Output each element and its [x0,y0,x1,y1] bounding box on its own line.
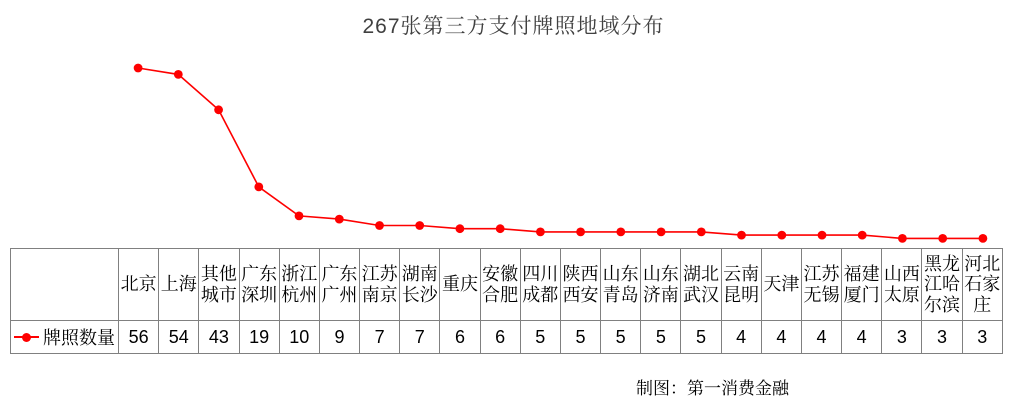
category-header-cell: 陕西西安 [560,249,600,321]
category-header-cell: 浙江杭州 [279,249,319,321]
category-header-cell: 广东广州 [319,249,359,321]
data-point-marker [335,215,344,224]
data-point-marker [536,228,545,237]
category-header-cell: 安徽合肥 [480,249,520,321]
category-header-cell: 北京 [119,249,159,321]
data-point-marker [657,228,666,237]
value-cell: 43 [199,321,239,354]
category-header-cell: 山东济南 [641,249,681,321]
value-cell: 5 [641,321,681,354]
value-cell: 56 [119,321,159,354]
value-cell: 4 [761,321,801,354]
value-cell: 7 [360,321,400,354]
data-point-marker [777,231,786,240]
corner-cell [11,249,119,321]
category-header-cell: 山东青岛 [601,249,641,321]
category-header-cell: 江苏南京 [360,249,400,321]
category-header-cell: 重庆 [440,249,480,321]
value-cell: 5 [520,321,560,354]
value-cell: 3 [922,321,962,354]
data-point-marker [858,231,867,240]
category-header-cell: 其他城市 [199,249,239,321]
value-cell: 10 [279,321,319,354]
data-point-marker [134,64,143,73]
category-header-cell: 上海 [159,249,199,321]
value-cell: 4 [842,321,882,354]
data-point-marker [415,221,424,230]
data-point-marker [496,224,505,233]
category-header-cell: 江苏无锡 [801,249,841,321]
data-point-marker [938,234,947,243]
value-cell: 5 [601,321,641,354]
category-header-cell: 四川成都 [520,249,560,321]
data-table [10,248,1003,354]
legend-cell [11,321,119,354]
value-cell: 5 [681,321,721,354]
data-point-marker [456,224,465,233]
data-point-marker [576,228,585,237]
line-series [138,68,983,238]
value-cell: 54 [159,321,199,354]
data-point-marker [898,234,907,243]
value-cell: 3 [882,321,922,354]
data-point-marker [214,105,223,114]
category-header-cell: 湖北武汉 [681,249,721,321]
data-point-marker [697,228,706,237]
value-cell: 7 [400,321,440,354]
value-cell: 4 [721,321,761,354]
data-point-marker [375,221,384,230]
data-point-marker [295,212,304,221]
category-header-cell: 湖南长沙 [400,249,440,321]
caption: 制图：第一消费金融 [636,379,789,398]
category-header-cell: 山西太原 [882,249,922,321]
category-header-cell: 河北石家庄 [962,249,1002,321]
legend-label: 牌照数量 [43,328,115,348]
legend-line-marker-icon [14,333,39,342]
data-point-marker [174,70,183,79]
data-point-marker [737,231,746,240]
category-header-cell: 云南昆明 [721,249,761,321]
value-cell: 9 [319,321,359,354]
data-point-marker [616,228,625,237]
chart-title: 267张第三方支付牌照地域分布 [362,15,665,38]
value-cell: 3 [962,321,1002,354]
table-header-row [11,249,1003,321]
data-point-marker [818,231,827,240]
category-header-cell: 天津 [761,249,801,321]
table-value-row [11,321,1003,354]
category-header-cell: 福建厦门 [842,249,882,321]
value-cell: 19 [239,321,279,354]
value-cell: 5 [560,321,600,354]
value-cell: 6 [440,321,480,354]
value-cell: 4 [801,321,841,354]
category-header-cell: 广东深圳 [239,249,279,321]
data-point-marker [979,234,988,243]
category-header-cell: 黑龙江哈尔滨 [922,249,962,321]
value-cell: 6 [480,321,520,354]
data-point-marker [254,183,263,192]
